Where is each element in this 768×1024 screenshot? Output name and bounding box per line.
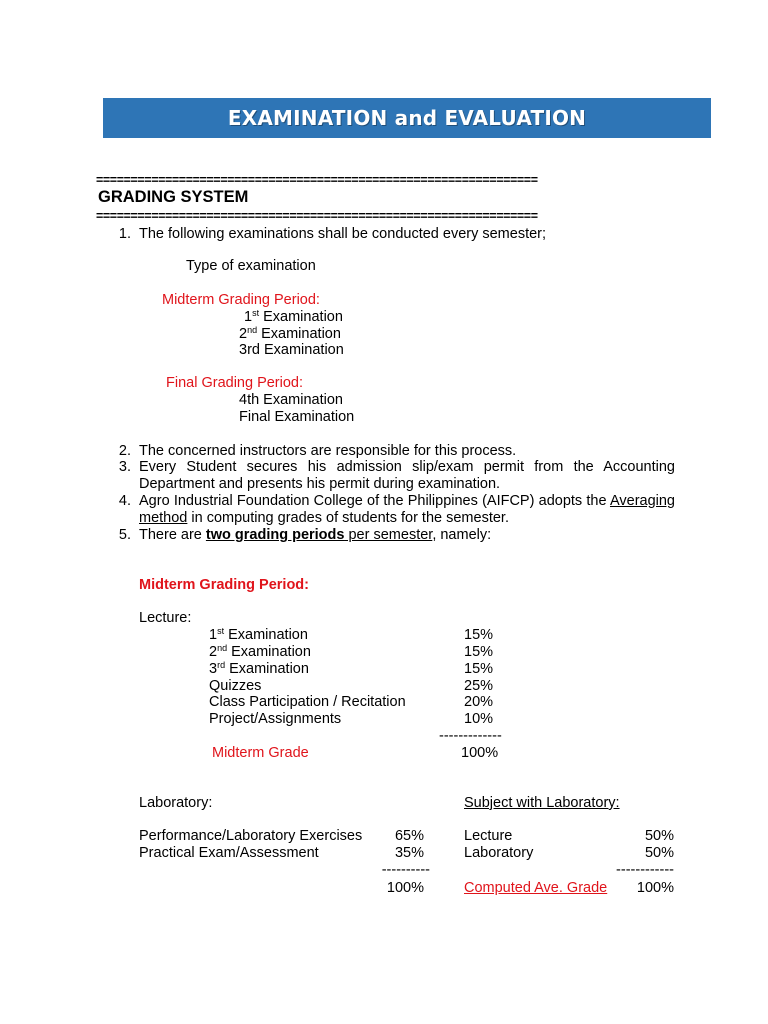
lecture-row-label: 1st Examination bbox=[209, 626, 308, 643]
averaging-method-text: Averaging method bbox=[139, 493, 675, 526]
exam-item: 4th Examination bbox=[239, 392, 343, 408]
lecture-row-label: Project/Assignments bbox=[209, 711, 342, 727]
list-number: 3. bbox=[118, 459, 131, 475]
lecture-row-label: Class Participation / Recitation bbox=[209, 694, 406, 710]
divider-top: ================================================================ bbox=[96, 173, 538, 187]
lecture-row-pct: 25% bbox=[464, 678, 494, 694]
list-item-text: The following examinations shall be conducted every semester; bbox=[139, 226, 547, 242]
exam-item: Final Examination bbox=[239, 409, 355, 425]
exam-item: 3rd Examination bbox=[239, 342, 344, 358]
title-banner bbox=[103, 98, 711, 138]
lab-row-label: Performance/Laboratory Exercises bbox=[139, 828, 363, 844]
subject-row-pct: 50% bbox=[644, 845, 674, 861]
lecture-row-pct: 15% bbox=[464, 661, 494, 677]
lab-row-pct: 35% bbox=[394, 845, 424, 861]
dash-separator: ---------- bbox=[381, 862, 430, 878]
type-label: Type of examination bbox=[186, 258, 316, 274]
exam-item: 2nd Examination bbox=[239, 325, 341, 342]
list-number: 2. bbox=[118, 443, 131, 459]
laboratory-label: Laboratory: bbox=[139, 795, 213, 811]
list-item-text: Agro Industrial Foundation College of the Philippines (AIFCP) adopts the Averaging method in computing grades of students for the semester. bbox=[139, 493, 675, 526]
list-item-text: Every Student secures his admission slip/exam permit from the Accounting Department and presents his permit during examination. bbox=[139, 459, 675, 492]
list-item-text: There are two grading periods per semester, namely: bbox=[139, 527, 492, 543]
midterm-grade-label: Midterm Grade bbox=[212, 745, 309, 761]
lecture-row-pct: 20% bbox=[464, 694, 494, 710]
lecture-row-pct: 15% bbox=[464, 627, 494, 643]
lecture-row-pct: 10% bbox=[464, 711, 494, 727]
divider-bottom: ================================================================ bbox=[96, 209, 538, 223]
computed-grade-total: 100% bbox=[636, 880, 674, 896]
list-number: 1. bbox=[118, 226, 131, 242]
lecture-row-label: 2nd Examination bbox=[209, 643, 311, 660]
midterm-grade-total: 100% bbox=[461, 745, 499, 761]
dash-separator: ------------- bbox=[439, 728, 502, 744]
list-item-text: The concerned instructors are responsible for this process. bbox=[139, 443, 517, 459]
midterm-period-label: Midterm Grading Period: bbox=[162, 292, 320, 308]
midterm-heading: Midterm Grading Period: bbox=[139, 577, 309, 593]
lab-row-label: Practical Exam/Assessment bbox=[139, 845, 319, 861]
lab-total: 100% bbox=[386, 880, 424, 896]
section-heading: GRADING SYSTEM bbox=[98, 188, 249, 206]
dash-separator: ------------ bbox=[616, 862, 674, 878]
page-title: EXAMINATION and EVALUATION bbox=[227, 106, 587, 130]
lecture-label: Lecture: bbox=[139, 610, 192, 626]
subject-row-pct: 50% bbox=[644, 828, 674, 844]
list-number: 5. bbox=[118, 527, 131, 543]
lab-row-pct: 65% bbox=[394, 828, 424, 844]
subject-lab-label: Subject with Laboratory: bbox=[464, 795, 620, 811]
list-number: 4. bbox=[118, 493, 131, 509]
lecture-row-label: Quizzes bbox=[209, 678, 262, 694]
subject-row-label: Lecture bbox=[464, 828, 513, 844]
lecture-row-pct: 15% bbox=[464, 644, 494, 660]
computed-grade-label: Computed Ave. Grade bbox=[464, 880, 608, 896]
subject-row-label: Laboratory bbox=[464, 845, 534, 861]
lecture-row-label: 3rd Examination bbox=[209, 660, 309, 677]
exam-item: 1st Examination bbox=[244, 308, 343, 325]
final-period-label: Final Grading Period: bbox=[166, 375, 304, 391]
